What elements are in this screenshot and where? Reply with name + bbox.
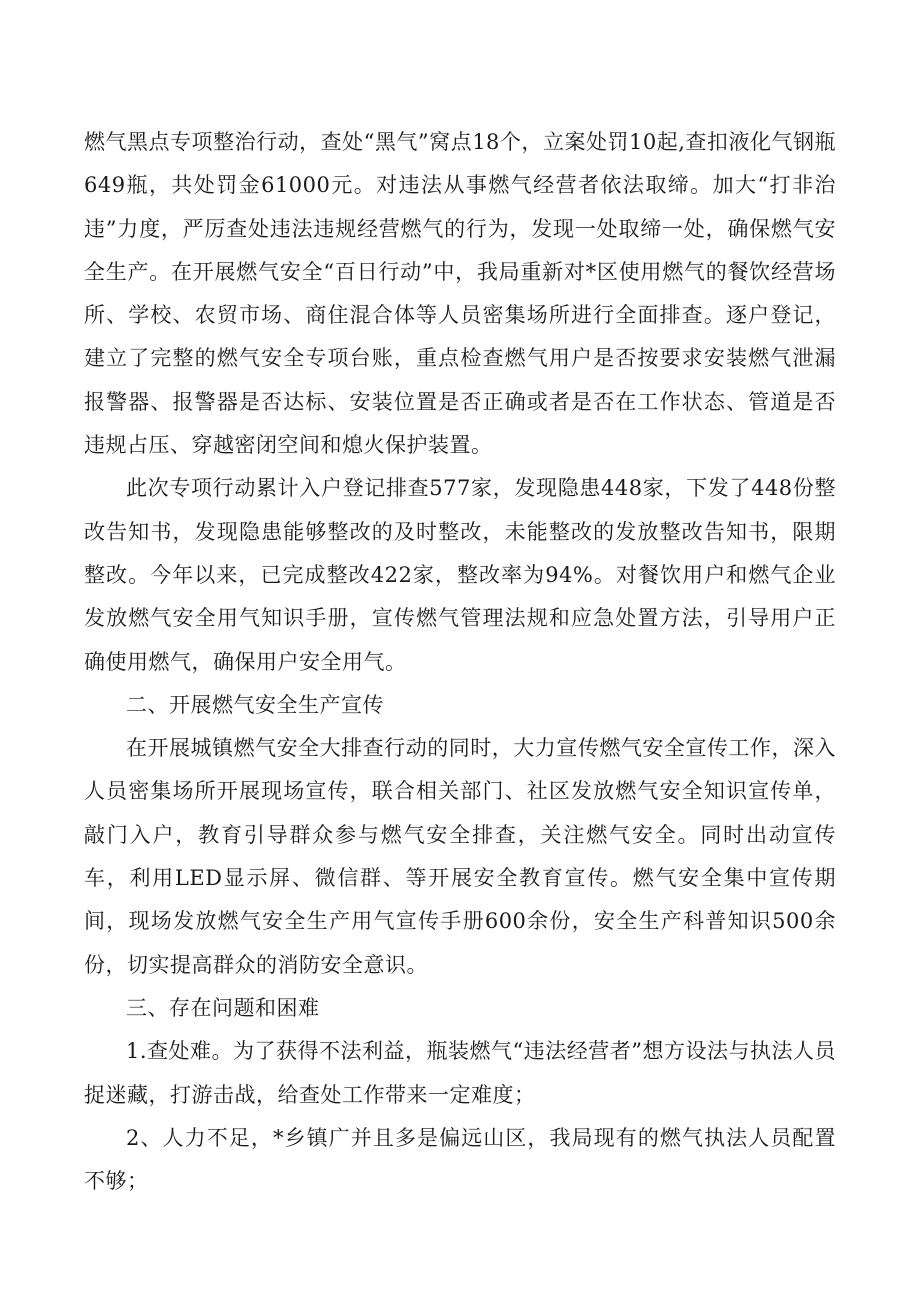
- document-body: [84, 121, 836, 1203]
- paragraph-problem-insufficient-manpower: 2、人力不足，*乡镇广并且多是偏远山区，我局现有的燃气执法人员配置不够；: [84, 1125, 836, 1194]
- paragraph-problem-investigation-difficulty: 1.查处难。为了获得不法利益，瓶装燃气“违法经营者”想方设法与执法人员捉迷藏，打游击战，给查处工作带来一定难度；: [84, 1039, 837, 1107]
- section-heading-safety-publicity: 二、开展燃气安全生产宣传: [126, 692, 384, 717]
- paragraph-special-action-statistics: 此次专项行动累计入户登记排查577家，发现隐患448家，下发了448份整改告知书，发现隐患能够整改的及时整改，未能整改的发放整改告知书，限期整改。今年以来，已完成整改422家，整改率为94%。对餐饮用户和燃气企业发放燃气安全用气知识手册，宣传燃气管理法规和应急处置方法，引导用户正确使用燃气，确保用户安全用气。: [84, 476, 836, 674]
- section-heading-problems-difficulties: 三、存在问题和困难: [126, 995, 320, 1020]
- paragraph-safety-publicity: 在开展城镇燃气安全大排查行动的同时，大力宣传燃气安全宣传工作，深入人员密集场所开展现场宣传，联合相关部门、社区发放燃气安全知识宣传单，敲门入户，教育引导群众参与燃气安全排查，关注燃气安全。同时出动宣传车，利用LED显示屏、微信群、等开展安全教育宣传。燃气安全集中宣传期间，现场发放燃气安全生产用气宣传手册600余份，安全生产科普知识500余份，切实提高群众的消防安全意识。: [84, 736, 836, 977]
- paragraph-gas-blackspot-rectification: 燃气黑点专项整治行动，查处“黑气”窝点18个，立案处罚10起,查扣液化气钢瓶649瓶，共处罚金61000元。对违法从事燃气经营者依法取缔。加大“打非治违”力度，严厉查处违法违规经营燃气的行为，发现一处取缔一处，确保燃气安全生产。在开展燃气安全“百日行动”中，我局重新对*区使用燃气的餐饮经营场所、学校、农贸市场、商住混合体等人员密集场所进行全面排查。逐户登记，建立了完整的燃气安全专项台账，重点检查燃气用户是否按要求安装燃气泄漏报警器、报警器是否达标、安装位置是否正确或者是否在工作状态、管道是否违规占压、穿越密闭空间和熄火保护装置。: [84, 130, 836, 458]
